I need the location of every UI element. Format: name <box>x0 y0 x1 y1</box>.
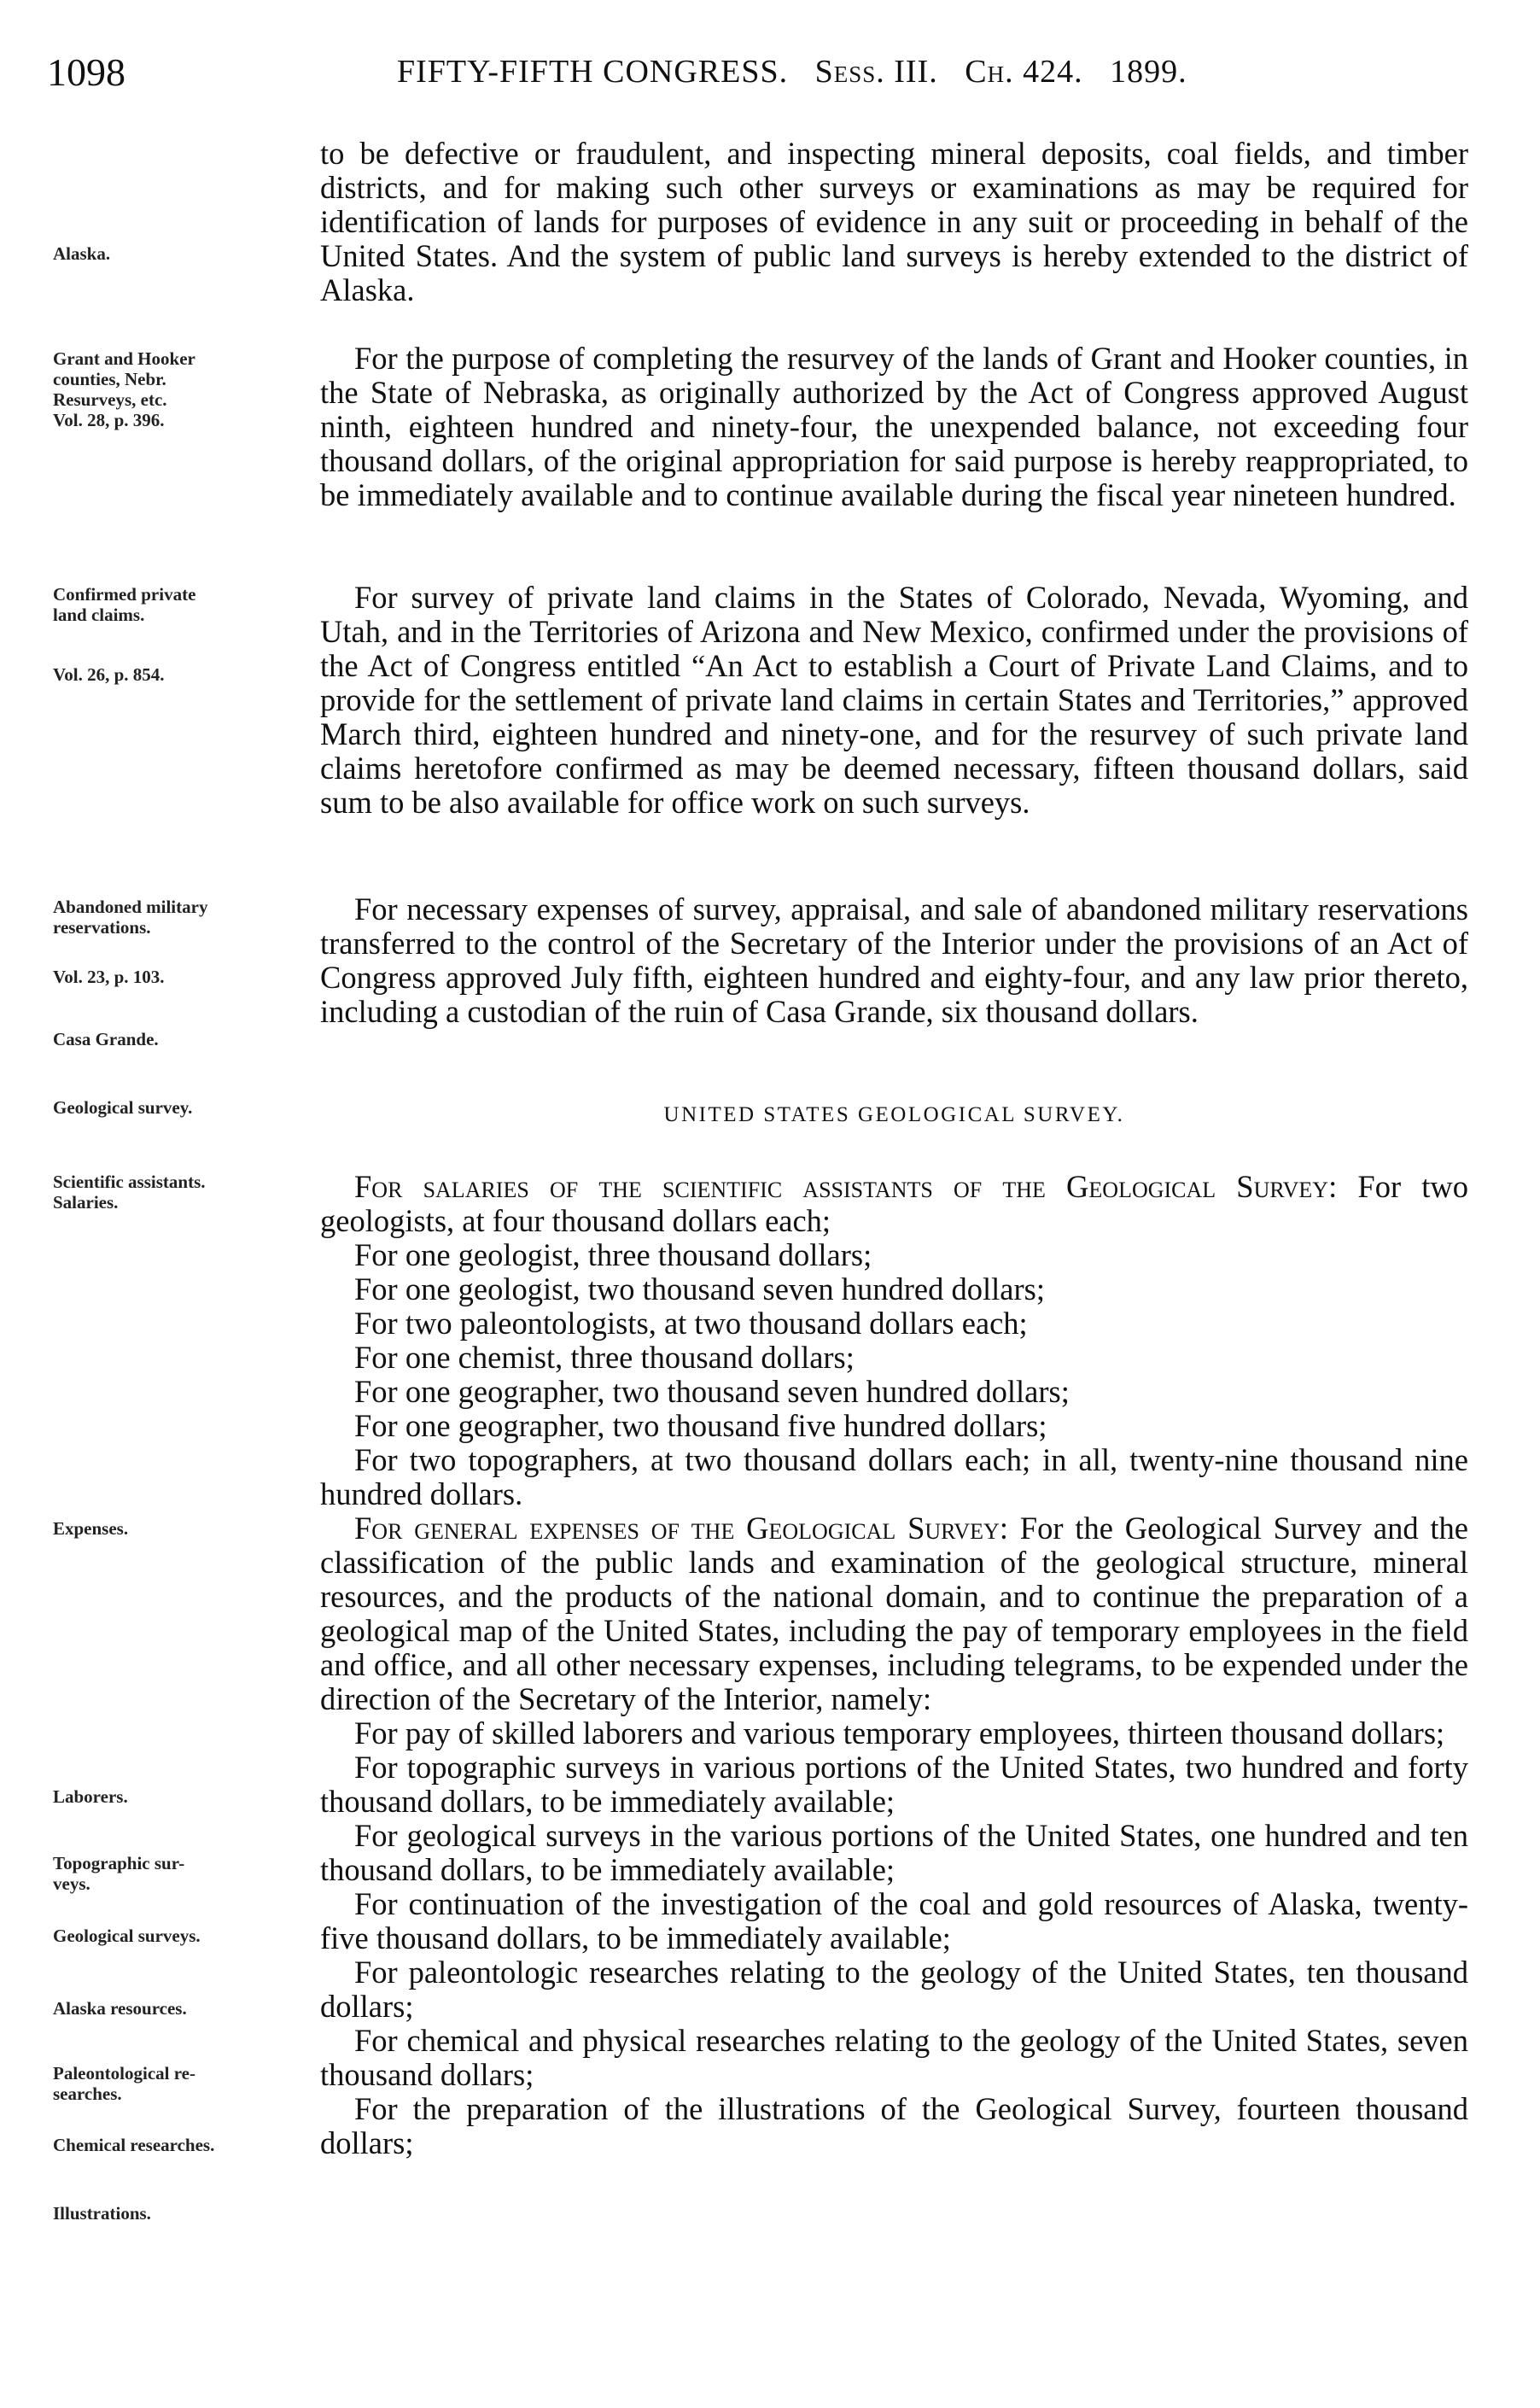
header-congress: FIFTY-FIFTH CONGRESS. <box>397 54 789 90</box>
margin-note-line: land claims. <box>53 605 145 625</box>
geological-paragraph: For geological surveys in the various portions of the United States, one hundred and ten thousand dollars, to be immediately available; <box>320 1818 1468 1887</box>
margin-note-topographic <box>53 1853 335 1894</box>
margin-note-expenses: Expenses. <box>53 1518 129 1539</box>
list-item: For one geographer, two thousand seven hundred dollars; <box>354 1374 1070 1409</box>
margin-note-confirmed-claims <box>53 584 335 625</box>
paragraph-private-land-claims <box>320 581 1468 820</box>
chemical-paragraph: For chemical and physical researches relating to the geology of the United States, seven thousand dollars; <box>320 2023 1468 2092</box>
header-chapter: Ch. 424. <box>965 54 1083 90</box>
expenses-text: For the Geological Survey and the classification of the public lands and examination of the geological structure, mineral resources, and the products of the national domain, and to continue the preparation of a geological map of the United States, including the pay of temporary employees in the field and office, and all other necessary expenses, including telegrams, to be expended under the direction of the Secretary of the Interior, namely: <box>320 1511 1468 1716</box>
header-title <box>397 53 1187 91</box>
list-item: For one chemist, three thousand dollars; <box>354 1340 855 1375</box>
paragraph-text: For the purpose of completing the resurvey of the lands of Grant and Hooker counties, in the State of Nebraska, as originally authorized by the Act of Congress approved August ninth, eighteen hundred and ninety-four, the unexpended balance, not exceeding four thousand dollars, of the original appropriation for said purpose is hereby reappropriated, to be immediately available and to continue available during the fiscal year nineteen hundred. <box>320 341 1468 512</box>
salaries-heading: For salaries of the scientific assistants of the Geological Survey: <box>354 1169 1338 1204</box>
margin-note-line: Vol. 28, p. 396. <box>53 410 165 430</box>
header-session: Sess. III. <box>814 54 938 90</box>
section-heading: UNITED STATES GEOLOGICAL SURVEY. <box>663 1103 1125 1126</box>
margin-note-confirmed-vol: Vol. 26, p. 854. <box>53 664 165 685</box>
list-item: For two paleontologists, at two thousand dollars each; <box>354 1306 1028 1341</box>
margin-note-line: Paleontological re- <box>53 2063 195 2084</box>
expenses-heading: For general expenses of the Geological Survey: <box>354 1511 1008 1546</box>
illustrations-paragraph: For the preparation of the illustrations of the Geological Survey, fourteen thousand dollars; <box>320 2091 1468 2160</box>
margin-note-alaska-resources: Alaska resources. <box>53 1998 187 2019</box>
paragraph-text: to be defective or fraudulent, and inspecting mineral deposits, coal fields, and timber districts, and for making such other surveys or examinations as may be required for identification of lands for purposes of evidence in any suit or proceeding in behalf of the United States. And the system of public land surveys is hereby extended to the district of Alaska. <box>320 136 1468 307</box>
margin-note-geological-survey: Geological survey. <box>53 1097 193 1118</box>
margin-note-line: Scientific assistants. <box>53 1172 206 1192</box>
margin-note-alaska: Alaska. <box>53 243 111 264</box>
margin-note-laborers: Laborers. <box>53 1786 128 1807</box>
expenses-paragraph <box>320 1511 1468 1716</box>
margin-note-grant-hooker <box>53 348 335 430</box>
page-number: 1098 <box>47 50 125 94</box>
margin-note-line: Abandoned military <box>53 897 208 917</box>
margin-note-geological-surveys: Geological surveys. <box>53 1926 201 1946</box>
alaska-paragraph: For continuation of the investigation of the coal and gold resources of Alaska, twenty-five thousand dollars, to be immediately available; <box>320 1886 1468 1955</box>
margin-note-line: counties, Nebr. <box>53 369 166 389</box>
paragraph-grant-hooker <box>320 342 1468 512</box>
margin-note-line: Salaries. <box>53 1192 119 1213</box>
margin-note-abandoned-vol: Vol. 23, p. 103. <box>53 967 165 987</box>
paragraph-text: For survey of private land claims in the States of Colorado, Nevada, Wyoming, and Utah, and in the Territories of Arizona and New Mexico, confirmed under the provisions of the Act of Congress entitled “An Act to establish a Court of Private Land Claims, and to provide for the settlement of private land claims in certain States and Territories,” approved March third, eighteen hundred and ninety-one, and for the resurvey of such private land claims heretofore confirmed as may be deemed necessary, fifteen thousand dollars, said sum to be also available for office work on such surveys. <box>320 580 1468 820</box>
margin-note-scientific <box>53 1172 335 1213</box>
list-item: For one geologist, three thousand dollars; <box>354 1237 872 1272</box>
margin-note-paleontological <box>53 2063 335 2104</box>
margin-note-abandoned <box>53 897 335 938</box>
margin-note-line: Confirmed private <box>53 584 196 605</box>
running-header <box>47 50 1455 101</box>
list-item: For one geographer, two thousand five hundred dollars; <box>354 1408 1047 1443</box>
topographic-paragraph: For topographic surveys in various portions of the United States, two hundred and forty thousand dollars, to be immediately available; <box>320 1750 1468 1819</box>
salary-list <box>320 1238 1468 1511</box>
list-item: For one geologist, two thousand seven hundred dollars; <box>354 1271 1045 1306</box>
salaries-paragraph <box>320 1170 1468 1238</box>
expenses-section <box>320 1511 1468 2160</box>
margin-note-line: Resurveys, etc. <box>53 389 167 410</box>
list-item: For two topographers, at two thousand dollars each; in all, twenty-nine thousand nine hundred dollars. <box>320 1442 1468 1511</box>
salaries-section <box>320 1170 1468 1511</box>
margin-note-chemical: Chemical researches. <box>53 2135 215 2155</box>
paragraph-text: For necessary expenses of survey, appraisal, and sale of abandoned military reservations transferred to the control of the Secretary of the Interior under the provisions of an Act of Congress approved July fifth, eighteen hundred and eighty-four, and any law prior thereto, including a custodian of the ruin of Casa Grande, six thousand dollars. <box>320 891 1468 1029</box>
laborers-paragraph: For pay of skilled laborers and various temporary employees, thirteen thousand dollars; <box>354 1715 1445 1750</box>
margin-note-line: reservations. <box>53 917 151 938</box>
margin-note-casa-grande: Casa Grande. <box>53 1029 159 1049</box>
margin-note-line: veys. <box>53 1873 90 1894</box>
salaries-text: For two geologists, at four thousand dollars each; <box>320 1169 1468 1238</box>
header-year: 1899. <box>1110 54 1187 90</box>
margin-note-line: searches. <box>53 2084 122 2104</box>
paragraph-abandoned-reservations <box>320 892 1468 1029</box>
margin-note-illustrations: Illustrations. <box>53 2203 151 2224</box>
paleontologic-paragraph: For paleontologic researches relating to the geology of the United States, ten thousand dollars; <box>320 1955 1468 2024</box>
margin-note-line: Grant and Hooker <box>53 348 195 369</box>
margin-note-line: Topographic sur- <box>53 1853 185 1873</box>
paragraph-public-lands <box>320 137 1468 307</box>
